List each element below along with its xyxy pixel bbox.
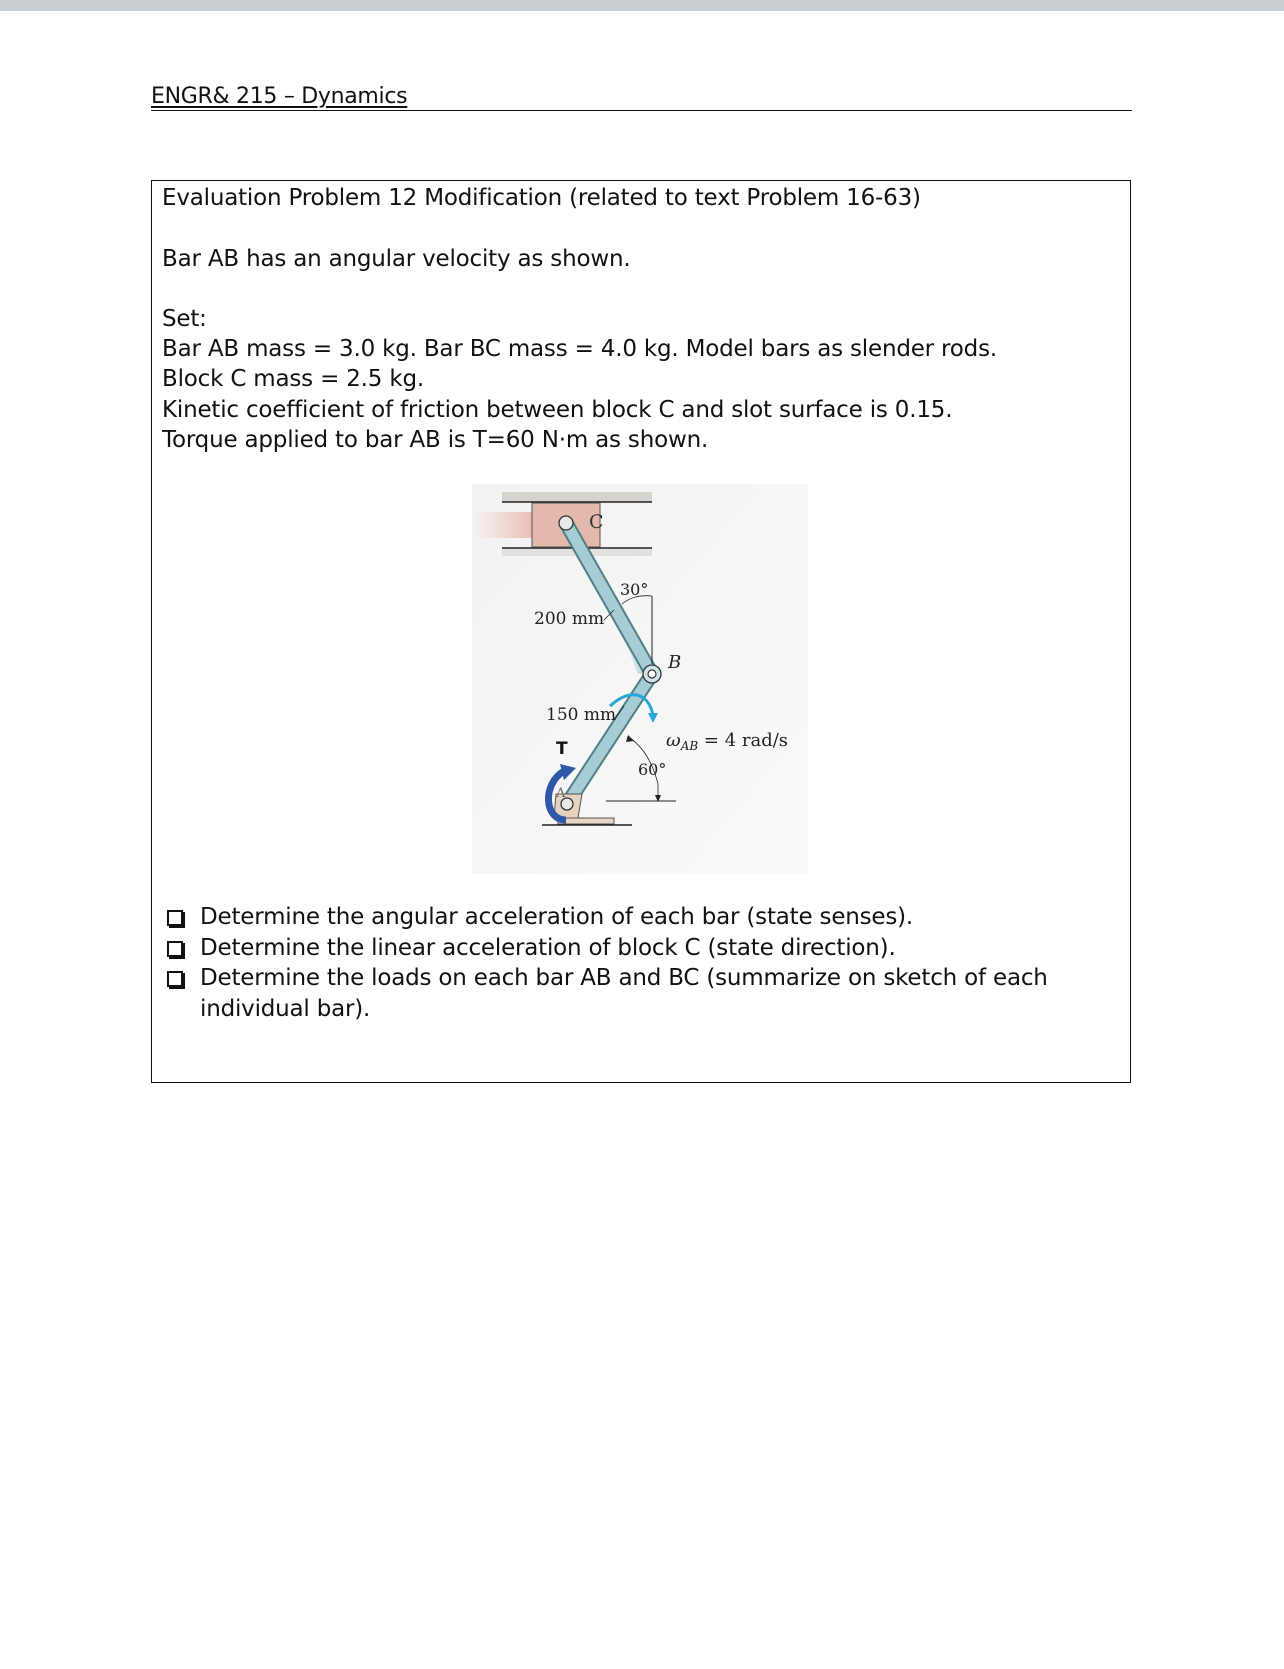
support-a-base xyxy=(558,818,614,824)
motion-blur xyxy=(474,512,532,538)
mechanism-figure xyxy=(472,484,808,874)
top-bar xyxy=(0,0,1284,11)
checkbox-icon[interactable] xyxy=(167,910,183,926)
label-c: C xyxy=(589,511,604,533)
set-line-friction: Kinetic coefficient of friction between block C and slot surface is 0.15. xyxy=(162,397,953,423)
label-a: A xyxy=(556,786,566,801)
task-item xyxy=(162,963,1060,1024)
omega-subscript: AB xyxy=(680,739,699,753)
checkbox-icon[interactable] xyxy=(167,971,183,987)
pin-b xyxy=(648,670,656,678)
task-text: Determine the linear acceleration of block C (state direction). xyxy=(200,934,896,961)
upper-guide-shading xyxy=(502,492,652,502)
omega-value: = 4 rad/s xyxy=(698,730,789,751)
label-t: T xyxy=(556,739,568,759)
dim-ab-label: 150 mm xyxy=(546,705,617,725)
page-header xyxy=(151,84,1132,111)
task-text: Determine the angular acceleration of each bar (state senses). xyxy=(200,904,914,930)
set-line-torque: Torque applied to bar AB is T=60 N·m as shown. xyxy=(162,427,709,453)
task-item xyxy=(162,933,1060,964)
course-title: ENGR& 215 – Dynamics xyxy=(151,84,408,109)
task-item xyxy=(162,902,1060,933)
pin-c xyxy=(559,516,573,530)
checkbox-icon[interactable] xyxy=(167,941,183,957)
task-list xyxy=(162,902,1060,1024)
problem-intro: Bar AB has an angular velocity as shown. xyxy=(162,246,631,272)
problem-box xyxy=(151,180,1131,1083)
angle-30-label: 30° xyxy=(620,580,649,599)
set-line-mass: Bar AB mass = 3.0 kg. Bar BC mass = 4.0 kg. Model bars as slender rods. xyxy=(162,336,997,362)
omega-symbol: ω xyxy=(666,730,681,751)
set-line-block: Block C mass = 2.5 kg. xyxy=(162,366,424,392)
task-text: Determine the loads on each bar AB and BC (summarize on sketch of each individual bar). xyxy=(200,965,1048,1022)
dim-bc-label: 200 mm xyxy=(534,609,605,629)
label-b: B xyxy=(668,652,682,673)
problem-title: Evaluation Problem 12 Modification (related to text Problem 16-63) xyxy=(162,185,921,211)
set-label: Set: xyxy=(162,306,207,332)
angle-60-label: 60° xyxy=(638,760,667,779)
